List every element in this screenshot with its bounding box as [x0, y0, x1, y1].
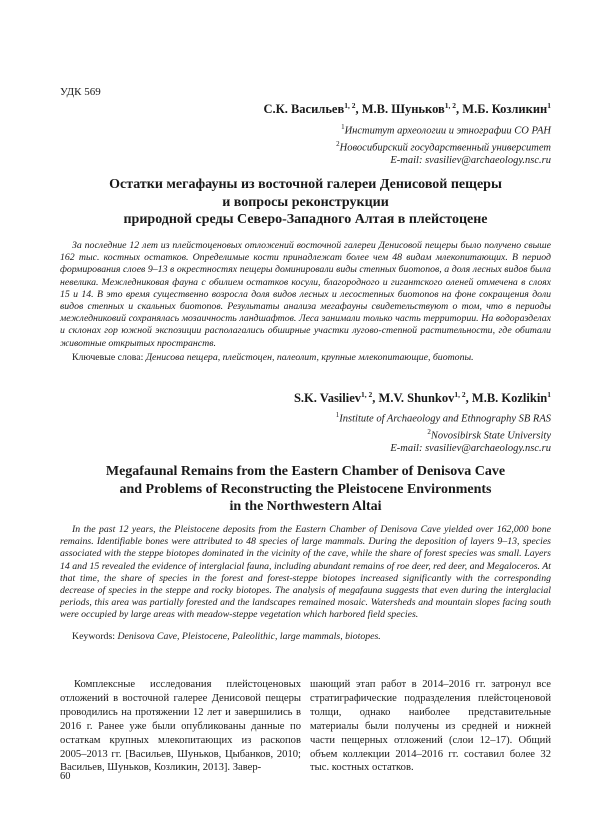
author-en-3: M.B. Kozlikin$^1$ — [471, 390, 551, 406]
affiliation-ru-2: $^2$Новосибирский государственный университет — [336, 139, 551, 153]
affiliations-en — [336, 409, 551, 455]
author-ru-3: М.Б. Козликин$^1$ — [462, 101, 551, 117]
title-en: Megafaunal Remains from the Eastern Chamber of Denisova Cave and Problems of Reconstructing the Pleistocene Environments in the Northwestern Altai — [105, 464, 506, 514]
keywords-ru: Ключевые слова: Денисова пещера, плейстоцен, палеолит, крупные млекопитающие, биотопы. — [72, 352, 474, 363]
email-en: E-mail: svasiliev@archaeology.nsc.ru — [390, 443, 551, 454]
abstract-ru: За последние 12 лет из плейстоценовых отложений восточной галереи Денисовой пещеры было получено свыше 162 тыс. костных остатков. Определимые кости принадлежат более чем 48 видам млекопитающих. В период формирования слоев 9–13 в окрестностях пещеры доминировали виды степных биотопов, а доля лесных видов была невелика. Межледниковая фауна с обилием остатков косули, благородного и гигантского оленей отмечена в слоях 15 и 14. В это время существенно возросла доля видов лесных и лесостепных биотопов на фоне сокращения доли видов степных и скальных биотопов. Результаты анализа мегафауны свидетельствуют о том, что в периоды межледниковий сохранялась мозаичность ландшафтов. Леса занимали только часть территории. На водоразделах и склонах гор южной экспозиции располагались обширные участки лугово-степной растительности, где обитали животные открытых пространств. — [60, 240, 551, 349]
author-en-2: M.V. Shunkov$^{1, 2}$, — [378, 390, 472, 406]
page-number: 60 — [60, 771, 71, 782]
affiliation-ru-1: $^1$Институт археологии и этнографии СО РАН — [341, 123, 551, 137]
body-right-column: шающий этап работ в 2014–2016 гг. затронул все стратиграфические подразделения плейстоценовой толщи, однако наиболее представительные материалы были получены из средней и нижней части пещерных отложений (слои 12–17). Общий объем коллекции 2014–2016 гг. составил более 32 тыс. костных остатков. — [310, 679, 551, 774]
authors-ru — [264, 101, 552, 117]
body-left-column: Комплексные исследования плейстоценовых отложений в восточной галерее Денисовой пещеры проводились на протяжении 12 лет и завершились в 2016 г. Ранее уже были опубликованы данные по остаткам крупных млекопитающих из раскопов 2005–2013 гг. [Васильев, Шуньков, Цыбанков, 2010; Васильев, Шуньков, Козликин, 2013]. Завер- — [60, 679, 301, 774]
author-en-1: S.K. Vasiliev$^{1, 2}$, — [293, 390, 379, 406]
udk-code: УДК 569 — [60, 86, 101, 98]
author-ru-2: М.В. Шуньков$^{1, 2}$, — [361, 101, 463, 117]
author-ru-1: С.К. Васильев$^{1, 2}$, — [263, 101, 362, 117]
keywords-en: Keywords: Denisova Cave, Pleistocene, Paleolithic, large mammals, biotopes. — [72, 631, 381, 642]
affiliation-en-2: $^2$Novosibirsk State University — [427, 427, 551, 441]
affiliations-ru — [336, 121, 551, 167]
authors-en — [294, 390, 551, 406]
abstract-en: In the past 12 years, the Pleistocene deposits from the Eastern Chamber of Denisova Cave yielded over 162,000 bone remains. Identifiable bones were attributed to 48 species of large mammals. During the deposition of layers 9–13, species associated with the steppe biotopes dominated in the vicinity of the cave, while the share of forest species was small. Layers 14 and 15 revealed the evidence of interglacial fauna, including abundant remains of roe deer, red deer, and Megaloceros. At that time, the share of species in the forest and forest-steppe biotopes increased significantly with the corresponding decrease of species in the steppe and rocky biotopes. The analysis of megafauna suggests that even during the interglacial periods, this area was partially forested and the landscapes remained mosaic. Watersheds and mountain slopes facing south were occupied by large areas with meadow-steppe vegetation which harbored field species. — [60, 524, 551, 621]
email-ru: E-mail: svasiliev@archaeology.nsc.ru — [390, 155, 551, 166]
title-ru: Остатки мегафауны из восточной галереи Денисовой пещеры и вопросы реконструкции природной среды Северо-Западного Алтая в плейстоцене — [109, 177, 502, 227]
affiliation-en-1: $^1$Institute of Archaeology and Ethnography SB RAS — [335, 411, 551, 425]
